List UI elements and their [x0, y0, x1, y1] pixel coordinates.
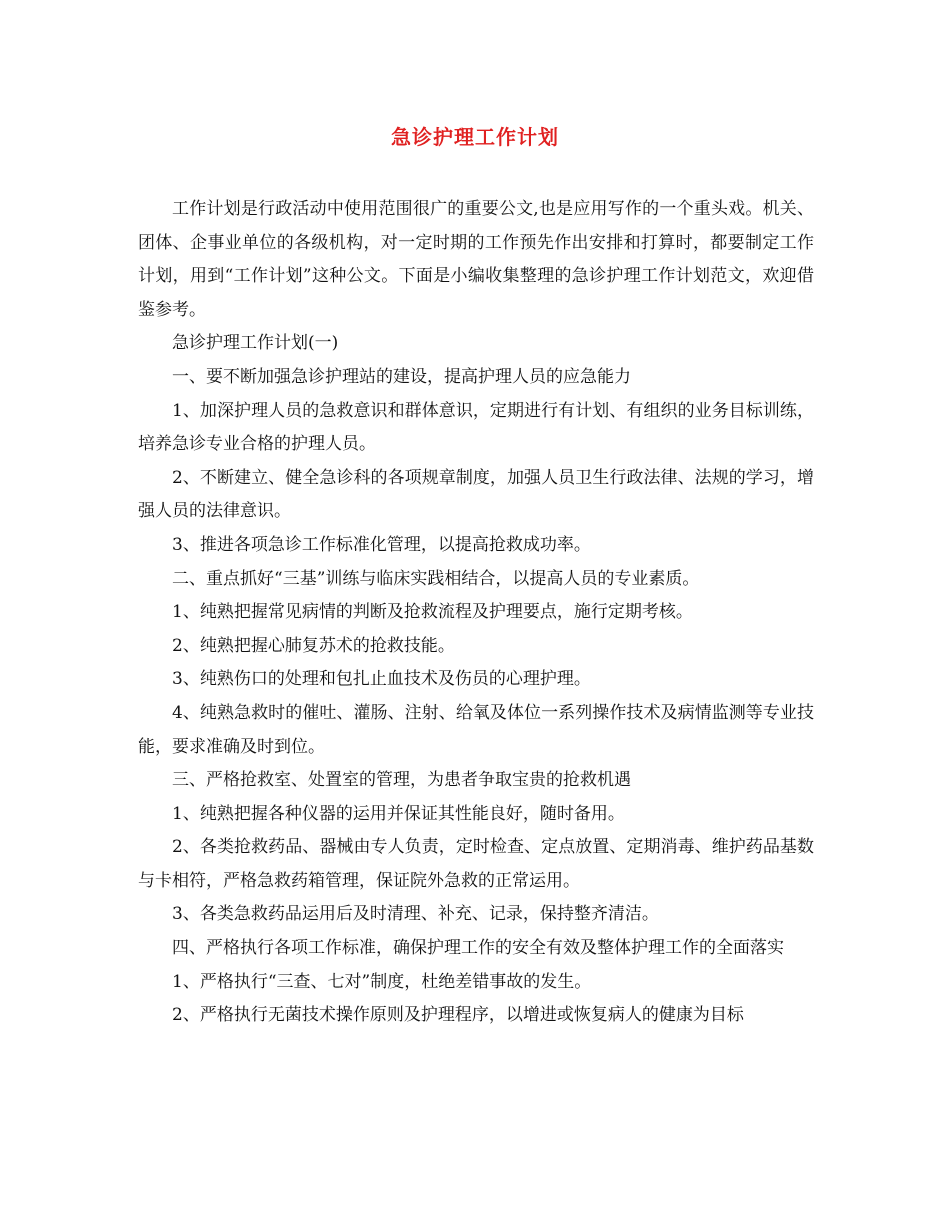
- document-title: 急诊护理工作计划: [391, 125, 559, 149]
- list-item: 1、纯熟把握各种仪器的运用并保证其性能良好，随时备用。: [172, 803, 625, 824]
- section-heading-4: 四、严格执行各项工作标准，确保护理工作的安全有效及整体护理工作的全面落实: [172, 938, 784, 959]
- section-heading-plan-one: 急诊护理工作计划(一): [172, 333, 339, 354]
- list-item: 4、纯熟急救时的催吐、灌肠、注射、给氧及体位一系列操作技术及病情监测等专业技能，要求准确及时到位。: [138, 702, 814, 757]
- document-body: [138, 193, 814, 1033]
- intro-paragraph: 工作计划是行政活动中使用范围很广的重要公文,也是应用写作的一个重头戏。机关、团体、企事业单位的各级机构，对一定时期的工作预先作出安排和打算时，都要制定工作计划，用到“工作计划”这种公文。下面是小编收集整理的急诊护理工作计划范文，欢迎借鉴参考。: [138, 199, 814, 320]
- list-item: 3、纯熟伤口的处理和包扎止血技术及伤员的心理护理。: [172, 669, 591, 690]
- list-item: 2、严格执行无菌技术操作原则及护理程序，以增进或恢复病人的健康为目标: [172, 1005, 744, 1026]
- list-item: 2、纯熟把握心肺复苏术的抢救技能。: [172, 635, 455, 656]
- section-heading-1: 一、要不断加强急诊护理站的建设，提高护理人员的应急能力: [172, 366, 631, 387]
- list-item: 1、加深护理人员的急救意识和群体意识，定期进行有计划、有组织的业务目标训练，培养急诊专业合格的护理人员。: [138, 400, 814, 455]
- section-heading-3: 三、严格抢救室、处置室的管理，为患者争取宝贵的抢救机遇: [172, 770, 631, 791]
- list-item: 2、各类抢救药品、器械由专人负责，定时检查、定点放置、定期消毒、维护药品基数与卡相符，严格急救药箱管理，保证院外急救的正常运用。: [138, 837, 814, 891]
- list-item: 3、各类急救药品运用后及时清理、补充、记录，保持整齐清洁。: [172, 904, 659, 925]
- list-item: 1、严格执行“三查、七对”制度，杜绝差错事故的发生。: [172, 971, 592, 992]
- list-item: 1、纯熟把握常见病情的判断及抢救流程及护理要点，施行定期考核。: [172, 602, 693, 623]
- list-item: 3、推进各项急诊工作标准化管理，以提高抢救成功率。: [172, 534, 591, 555]
- section-heading-2: 二、重点抓好“三基”训练与临床实践相结合，以提高人员的专业素质。: [172, 568, 700, 589]
- list-item: 2、不断建立、健全急诊科的各项规章制度，加强人员卫生行政法律、法规的学习，增强人员的法律意识。: [138, 467, 814, 522]
